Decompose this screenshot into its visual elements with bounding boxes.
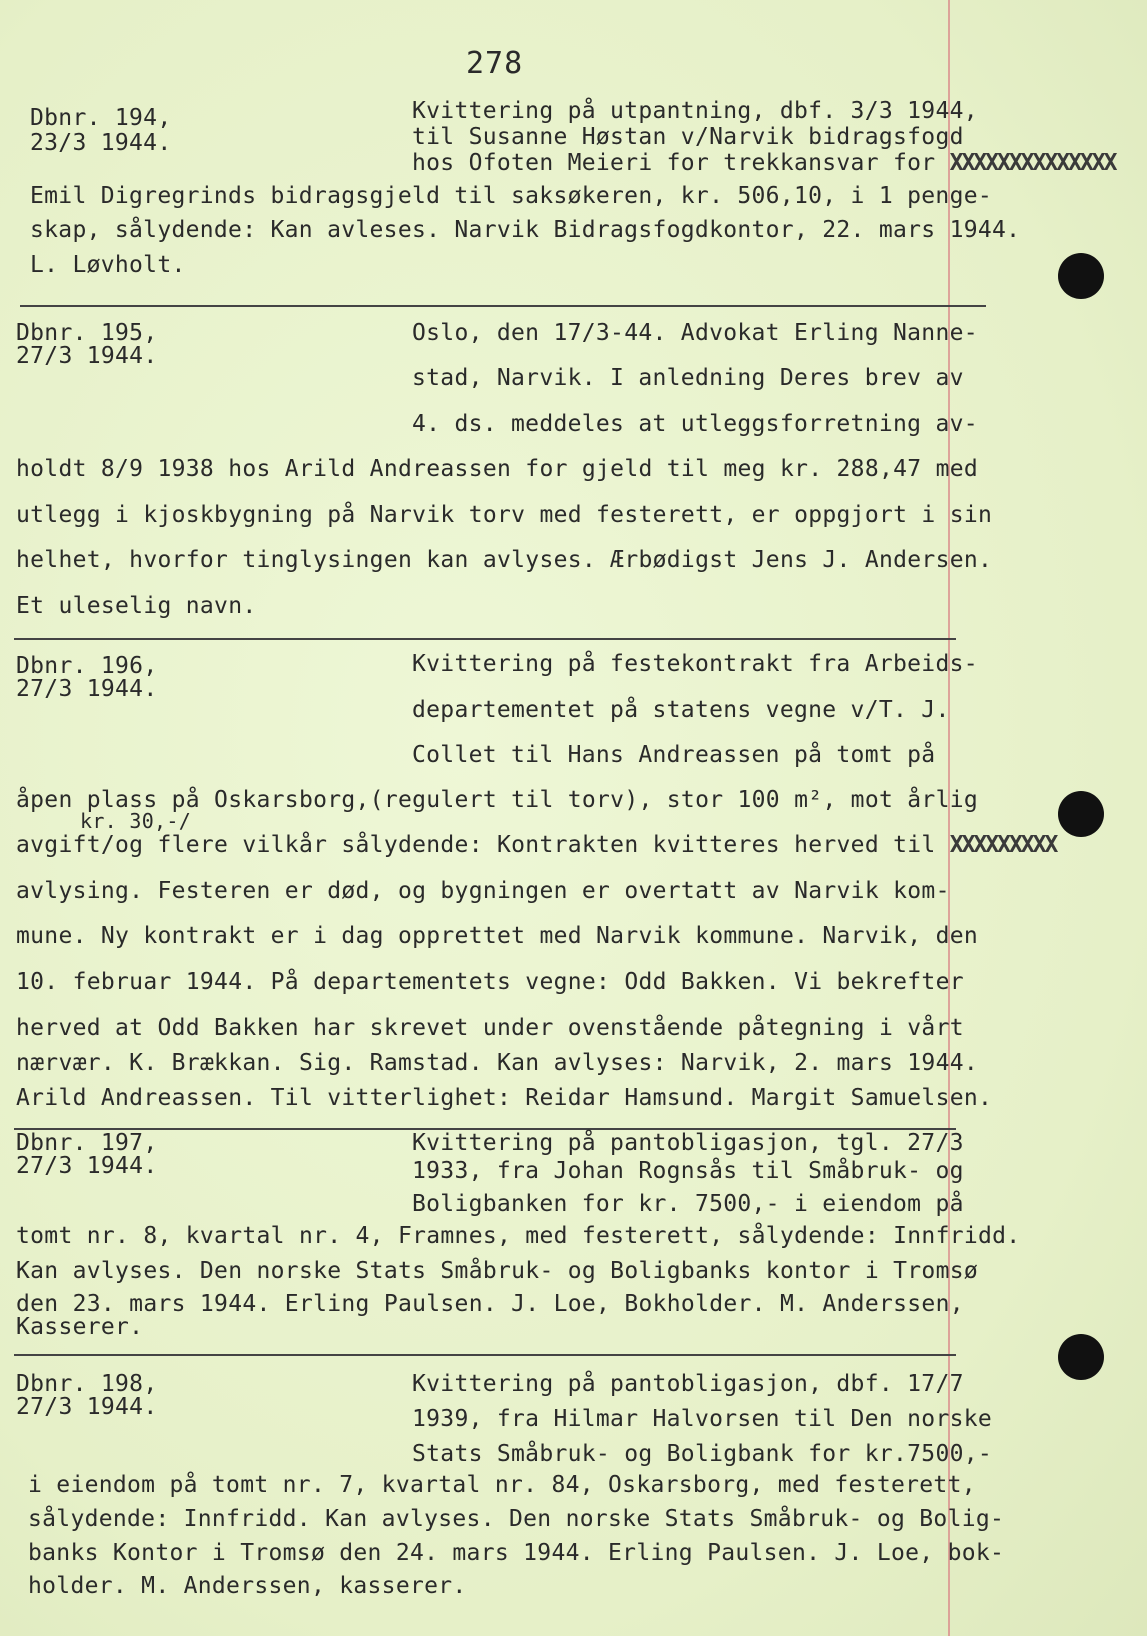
entry-line: Collet til Hans Andreassen på tomt på (412, 742, 936, 768)
entry-line: Boligbanken for kr. 7500,- i eiendom på (412, 1191, 964, 1217)
entry-line: helhet, hvorfor tinglysingen kan avlyses. Ærbødigst Jens J. Andersen. (16, 547, 993, 573)
entry-line: 4. ds. meddeles at utleggsforretning av- (412, 411, 978, 437)
entry-number: Dbnr. 197, (16, 1130, 158, 1156)
entry-number: Dbnr. 195, (16, 320, 158, 346)
entry-line: tomt nr. 8, kvartal nr. 4, Framnes, med festerett, sålydende: Innfridd. (16, 1223, 1021, 1249)
entry-line: Emil Digregrinds bidragsgjeld til saksøkeren, kr. 506,10, i 1 penge- (30, 183, 993, 209)
entry-number: Dbnr. 198, (16, 1371, 158, 1397)
entry-line: skap, sålydende: Kan avleses. Narvik Bidragsfogdkontor, 22. mars 1944. (30, 217, 1021, 243)
entry-number: Dbnr. 194, (30, 105, 172, 131)
overtyped-text: XXXXXXXXXXXXXX (949, 150, 1116, 176)
section-divider (14, 1354, 956, 1356)
entry-date: 23/3 1944. (30, 130, 172, 156)
entry-line: utlegg i kjoskbygning på Narvik torv med festerett, er oppgjort i sin (16, 502, 993, 528)
entry-line: sålydende: Innfridd. Kan avlyses. Den norske Stats Småbruk- og Bolig- (28, 1506, 1005, 1532)
entry-line: avlysing. Festeren er død, og bygningen er overtatt av Narvik kom- (16, 878, 950, 904)
entry-line: mune. Ny kontrakt er i dag opprettet med Narvik kommune. Narvik, den (16, 923, 979, 949)
entry-line: Kasserer. (16, 1314, 144, 1340)
entry-date: 27/3 1944. (16, 343, 158, 369)
entry-line: åpen plass på Oskarsborg,(regulert til torv), stor 100 m², mot årlig (16, 787, 979, 813)
section-divider (14, 638, 956, 640)
punch-hole-1 (1058, 253, 1104, 299)
entry-line: holdt 8/9 1938 hos Arild Andreassen for gjeld til meg kr. 288,47 med (16, 456, 979, 482)
entry-line: herved at Odd Bakken har skrevet under ovenstående påtegning i vårt (16, 1015, 964, 1041)
entry-line: Kvittering på festekontrakt fra Arbeids- (412, 651, 978, 677)
entry-line: den 23. mars 1944. Erling Paulsen. J. Loe, Bokholder. M. Anderssen, (16, 1291, 964, 1317)
entry-line: holder. M. Anderssen, kasserer. (28, 1573, 467, 1599)
entry-line: banks Kontor i Tromsø den 24. mars 1944. Erling Paulsen. J. Loe, bok- (28, 1540, 1005, 1566)
entry-date: 27/3 1944. (16, 1394, 158, 1420)
entry-line: til Susanne Høstan v/Narvik bidragsfogd (412, 124, 964, 150)
punch-hole-3 (1058, 1334, 1104, 1380)
entry-line: Kan avlyses. Den norske Stats Småbruk- og Boligbanks kontor i Tromsø (16, 1258, 979, 1284)
entry-date: 27/3 1944. (16, 1153, 158, 1179)
entry-number: Dbnr. 196, (16, 653, 158, 679)
page-number: 278 (466, 46, 524, 81)
entry-line: L. Løvholt. (30, 252, 186, 278)
overtyped-text: XXXXXXXXX (949, 832, 1057, 858)
entry-line: Oslo, den 17/3-44. Advokat Erling Nanne- (412, 320, 978, 346)
entry-line: departementet på statens vegne v/T. J. (412, 697, 950, 723)
entry-line: 10. februar 1944. På departementets vegne: Odd Bakken. Vi bekrefter (16, 969, 964, 995)
entry-line: Stats Småbruk- og Boligbank for kr.7500,- (412, 1441, 993, 1467)
entry-line: Kvittering på utpantning, dbf. 3/3 1944, (412, 98, 978, 124)
entry-line: 1933, fra Johan Rognsås til Småbruk- og (412, 1158, 964, 1184)
entry-line: Et uleselig navn. (16, 593, 257, 619)
entry-line: nærvær. K. Brækkan. Sig. Ramstad. Kan avlyses: Narvik, 2. mars 1944. (16, 1050, 979, 1076)
entry-line: hos Ofoten Meieri for trekkansvar for XXXXXXXXXXXXXX (412, 150, 1116, 176)
entry-line: stad, Narvik. I anledning Deres brev av (412, 365, 964, 391)
inserted-note: kr. 30,-/ (80, 809, 192, 833)
entry-line: Kvittering på pantobligasjon, dbf. 17/7 (412, 1371, 964, 1397)
entry-line: 1939, fra Hilmar Halvorsen til Den norske (412, 1406, 993, 1432)
punch-hole-2 (1058, 791, 1104, 837)
entry-line: Arild Andreassen. Til vitterlighet: Reidar Hamsund. Margit Samuelsen. (16, 1085, 993, 1111)
entry-line: avgift/og flere vilkår sålydende: Kontrakten kvitteres herved til XXXXXXXXX (16, 832, 1057, 858)
entry-line: Kvittering på pantobligasjon, tgl. 27/3 (412, 1130, 964, 1156)
section-divider (20, 305, 986, 307)
entry-date: 27/3 1944. (16, 676, 158, 702)
entry-line: i eiendom på tomt nr. 7, kvartal nr. 84, Oskarsborg, med festerett, (28, 1472, 976, 1498)
